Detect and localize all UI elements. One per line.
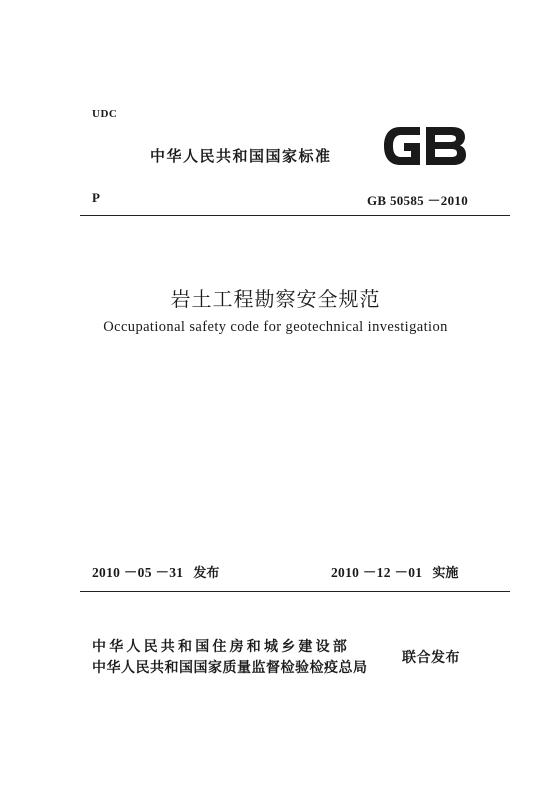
- publisher-2: 中华人民共和国国家质量监督检验检疫总局: [92, 660, 368, 676]
- issue-date: 2010 －05 －31: [92, 565, 184, 580]
- issue-date-line: [92, 561, 219, 581]
- title-chinese: 岩土工程勘察安全规范: [170, 287, 381, 311]
- classification-code: P: [92, 190, 100, 205]
- implement-label: 实施: [432, 566, 459, 581]
- title-english: Occupational safety code for geotechnical investigation: [103, 319, 448, 335]
- issue-label: 发布: [193, 566, 220, 581]
- bottom-divider: [80, 591, 510, 592]
- standard-type: 中华人民共和国国家标准: [150, 147, 332, 165]
- joint-publish-label: 联合发布: [402, 650, 460, 666]
- implement-date-line: [331, 561, 458, 581]
- standard-number: GB 50585 －2010: [367, 193, 468, 208]
- udc-label: UDC: [92, 108, 118, 120]
- implement-date: 2010 －12 －01: [331, 565, 423, 580]
- publisher-1: 中华人民共和国住房和城乡建设部: [92, 639, 350, 655]
- top-divider: [80, 215, 510, 216]
- gb-logo: [380, 121, 470, 171]
